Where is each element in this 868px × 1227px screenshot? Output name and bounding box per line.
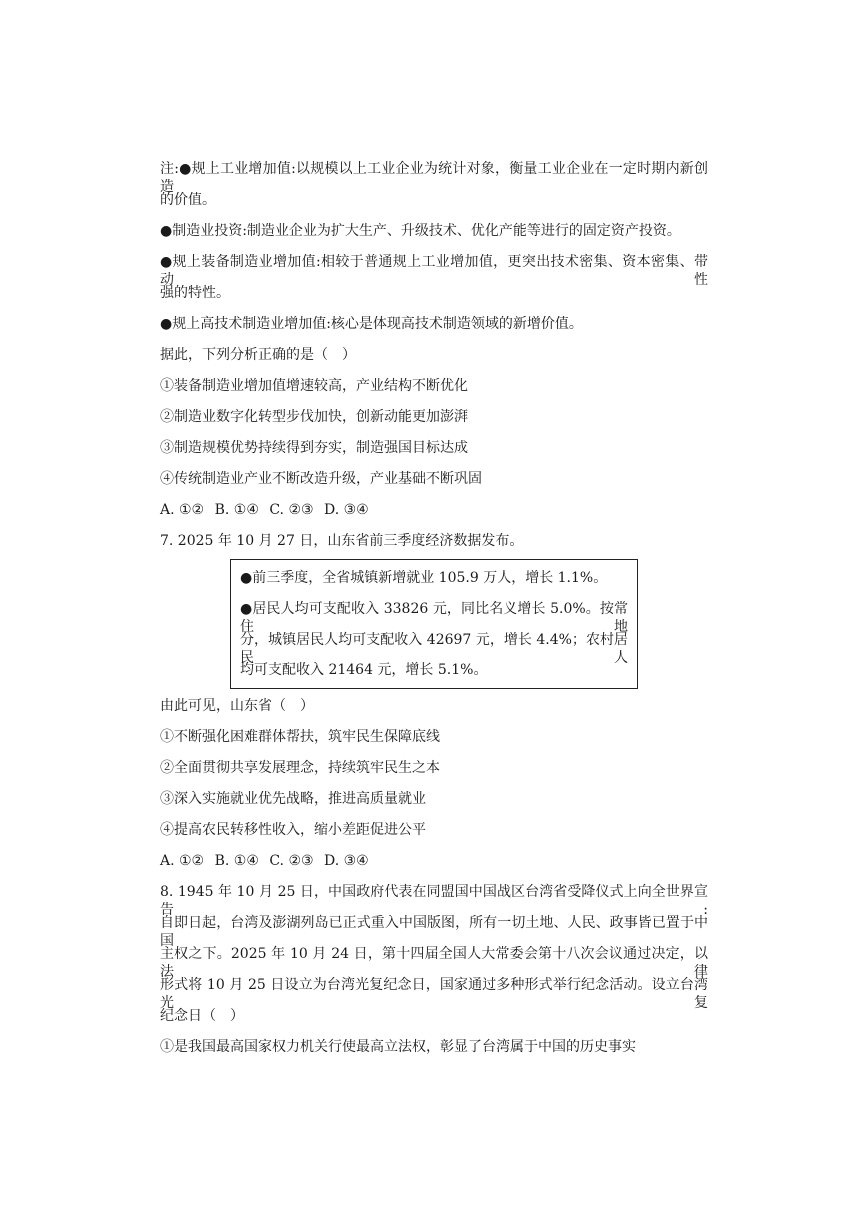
q7-option-d[interactable]: D. ③④	[324, 853, 369, 869]
q7-box-line: 分，城镇居民人均可支配收入 42697 元，增长 4.4%；农村居民人	[240, 632, 628, 666]
q8-line: 主权之下。2025 年 10 月 24 日，第十四届全国人大常委会第十八次会议通过决定，以法律	[160, 946, 708, 980]
q6-options	[160, 501, 375, 519]
q8-item: ①是我国最高国家权力机关行使最高立法权，彰显了台湾属于中国的历史事实	[160, 1039, 636, 1055]
q7-option-c[interactable]: C. ②③	[269, 853, 314, 869]
q8-line: 8. 1945 年 10 月 25 日，中国政府代表在同盟国中国战区台湾省受降仪式上向全世界宣告:	[160, 884, 708, 918]
note-line: ●制造业投资:制造业企业为扩大生产、升级技术、优化产能等进行的固定资产投资。	[160, 223, 681, 239]
q6-option-a[interactable]: A. ①②	[160, 502, 205, 518]
note-line: ●规上装备制造业增加值:相较于普通规上工业增加值，更突出技术密集、资本密集、带动性	[160, 254, 708, 288]
q7-data-box	[230, 559, 638, 689]
q7-option-a[interactable]: A. ①②	[160, 853, 205, 869]
q7-question: 由此可见，山东省（ ）	[160, 698, 314, 714]
note-line: 强的特性。	[160, 285, 230, 301]
q6-item: ③制造规模优势持续得到夯实，制造强国目标达成	[160, 440, 468, 456]
q6-option-d[interactable]: D. ③④	[324, 502, 369, 518]
q7-item: ④提高农民转移性收入，缩小差距促进公平	[160, 822, 426, 838]
q6-option-c[interactable]: C. ②③	[269, 502, 314, 518]
q8-line: 形式将 10 月 25 日设立为台湾光复纪念日，国家通过多种形式举行纪念活动。设立台湾光复	[160, 977, 708, 1011]
q7-item: ③深入实施就业优先战略，推进高质量就业	[160, 791, 426, 807]
q6-item: ①装备制造业增加值增速较高，产业结构不断优化	[160, 378, 468, 394]
q6-option-b[interactable]: B. ①④	[214, 502, 259, 518]
q6-item: ②制造业数字化转型步伐加快，创新动能更加澎湃	[160, 409, 468, 425]
note-line: ●规上高技术制造业增加值:核心是体现高技术制造领域的新增价值。	[160, 316, 583, 332]
q6-stem: 据此，下列分析正确的是（ ）	[160, 347, 356, 363]
q6-item: ④传统制造业产业不断改造升级，产业基础不断巩固	[160, 471, 482, 487]
q7-item: ①不断强化困难群体帮扶，筑牢民生保障底线	[160, 729, 440, 745]
q8-line: 自即日起，台湾及澎湖列岛已正式重入中国版图，所有一切土地、人民、政事皆已置于中国	[160, 915, 708, 949]
q7-stem: 7. 2025 年 10 月 27 日，山东省前三季度经济数据发布。	[160, 533, 524, 549]
note-line: 的价值。	[160, 192, 216, 208]
q7-box-line: ●居民人均可支配收入 33826 元，同比名义增长 5.0%。按常住地	[240, 601, 628, 635]
q7-item: ②全面贯彻共享发展理念，持续筑牢民生之本	[160, 760, 440, 776]
note-line: 注:●规上工业增加值:以规模以上工业企业为统计对象，衡量工业企业在一定时期内新创造	[160, 161, 708, 195]
q7-option-b[interactable]: B. ①④	[214, 853, 259, 869]
q8-line: 纪念日（ ）	[160, 1008, 244, 1024]
q7-box-line: ●前三季度，全省城镇新增就业 105.9 万人，增长 1.1%。	[240, 570, 608, 586]
q7-box-line: 均可支配收入 21464 元，增长 5.1%。	[240, 662, 488, 678]
q7-options	[160, 852, 375, 870]
